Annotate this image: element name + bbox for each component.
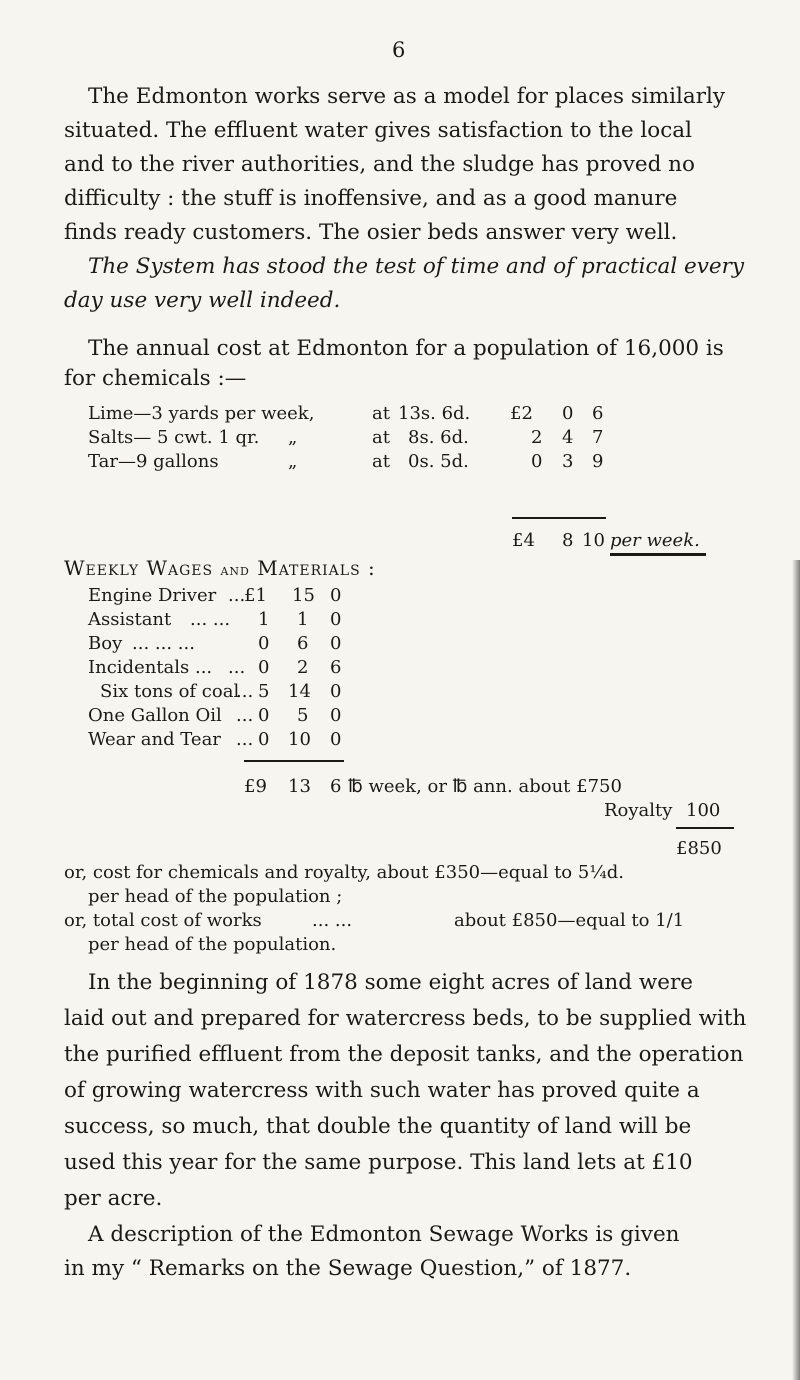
royalty-value: 100: [686, 800, 721, 821]
wage-row-3-item: Boy: [88, 633, 123, 654]
chem-row-1-pence: 6: [592, 403, 604, 424]
wage-row-5-shillings: 14: [288, 681, 311, 702]
intro-italic-line-2: day use very well indeed.: [64, 288, 341, 313]
chem-row-3-ditto: „: [288, 451, 298, 472]
watercress-line-6: used this year for the same purpose. This land lets at £10: [64, 1150, 693, 1175]
chem-row-2-shillings: 4: [562, 427, 574, 448]
wage-row-1-shillings: 15: [292, 585, 315, 606]
wage-row-4-pounds: 0: [258, 657, 270, 678]
chem-row-2-pounds: 2: [531, 427, 543, 448]
wage-row-7-pounds: 0: [258, 729, 270, 750]
wage-row-6-pounds: 0: [258, 705, 270, 726]
wages-total-pounds: £9: [244, 776, 267, 797]
page-edge-shadow: [792, 560, 800, 1380]
wage-row-3-pence: 0: [330, 633, 342, 654]
wage-row-4-pence: 6: [330, 657, 342, 678]
intro-line-4: difficulty : the stuff is inoffensive, and as a good manure: [64, 186, 678, 211]
chem-row-2-ditto: „: [288, 427, 298, 448]
wage-row-3-shillings: 6: [297, 633, 309, 654]
watercress-line-2: laid out and prepared for watercress beds, to be supplied with: [64, 1006, 747, 1031]
summary-line-1: or, cost for chemicals and royalty, about £350—equal to 5¼d.: [64, 862, 625, 883]
chem-row-3-rate-prefix: at: [372, 451, 390, 472]
wage-row-7-shillings: 10: [288, 729, 311, 750]
intro-italic-line-1: The System has stood the test of time and of practical every: [88, 254, 745, 279]
watercress-line-7: per acre.: [64, 1186, 163, 1211]
wage-row-1-pounds: £1: [244, 585, 267, 606]
wages-heading: [64, 556, 376, 580]
wage-row-1-item: Engine Driver: [88, 585, 217, 606]
chem-total-pence: 10: [582, 530, 605, 551]
annual-cost-line-1: The annual cost at Edmonton for a population of 16,000 is: [88, 336, 724, 361]
watercress-line-1: In the beginning of 1878 some eight acres of land were: [88, 970, 693, 995]
chem-row-2-pence: 7: [592, 427, 604, 448]
summary-line-3-dots: ... ...: [312, 910, 353, 931]
chem-total-note: per week.: [610, 530, 700, 551]
wages-total-note: ℔ week, or ℔ ann. about £750: [348, 776, 622, 797]
annual-cost-line-2: for chemicals :—: [64, 366, 247, 391]
watercress-line-5: success, so much, that double the quantity of land will be: [64, 1114, 692, 1139]
chem-total-shillings: 8: [562, 530, 574, 551]
intro-line-5: finds ready customers. The osier beds answer very well.: [64, 220, 678, 245]
wage-row-2-pounds: 1: [258, 609, 270, 630]
wage-row-5-item: Six tons of coal: [100, 681, 240, 702]
chem-row-3-pounds: 0: [531, 451, 543, 472]
wage-row-6-shillings: 5: [297, 705, 309, 726]
summary-line-3b: about £850—equal to 1/1: [454, 910, 685, 931]
wages-total-pence: 6: [330, 776, 342, 797]
closing-line-2: in my “ Remarks on the Sewage Question,” of 1877.: [64, 1256, 632, 1281]
intro-line-3: and to the river authorities, and the sludge has proved no: [64, 152, 695, 177]
summary-line-4: per head of the population.: [88, 934, 337, 955]
wage-row-7-pence: 0: [330, 729, 342, 750]
wages-sum-rule: [244, 760, 344, 762]
wages-heading-part-2: and: [220, 561, 250, 579]
wage-row-1-pence: 0: [330, 585, 342, 606]
royalty-sum-rule: [676, 827, 734, 829]
intro-line-1: The Edmonton works serve as a model for places similarly: [88, 84, 726, 109]
wage-row-3-dots: ... ... ...: [132, 633, 195, 654]
per-week-underline: [610, 553, 706, 556]
chem-row-2-item: Salts— 5 cwt. 1 qr.: [88, 427, 260, 448]
chem-row-3-rate: 0s. 5d.: [408, 451, 469, 472]
chem-row-2-rate-prefix: at: [372, 427, 390, 448]
wage-row-3-pounds: 0: [258, 633, 270, 654]
summary-line-2: per head of the population ;: [88, 886, 343, 907]
wages-heading-part-3: Materials :: [257, 556, 376, 580]
chem-row-1-rate: 13s. 6d.: [398, 403, 471, 424]
wage-row-4-item: Incidentals ...: [88, 657, 213, 678]
wage-row-2-shillings: 1: [297, 609, 309, 630]
chem-row-3-shillings: 3: [562, 451, 574, 472]
closing-line-1: A description of the Edmonton Sewage Works is given: [88, 1222, 680, 1247]
chem-total-pounds: £4: [512, 530, 535, 551]
grand-total: £850: [676, 838, 722, 859]
royalty-label: Royalty: [604, 800, 673, 821]
wage-row-4-dots: ...: [228, 657, 246, 678]
wage-row-2-pence: 0: [330, 609, 342, 630]
intro-line-2: situated. The effluent water gives satisfaction to the local: [64, 118, 692, 143]
wage-row-2-item: Assistant: [88, 609, 172, 630]
chem-row-3-item: Tar—9 gallons: [88, 451, 219, 472]
wage-row-6-dots: ...: [236, 705, 254, 726]
chem-row-1-rate-prefix: at: [372, 403, 390, 424]
summary-line-3a: or, total cost of works: [64, 910, 262, 931]
chem-row-1-pounds: £2: [510, 403, 533, 424]
watercress-line-3: the purified effluent from the deposit tanks, and the operation: [64, 1042, 744, 1067]
wage-row-6-item: One Gallon Oil: [88, 705, 222, 726]
chemicals-sum-rule: [512, 517, 606, 519]
wage-row-5-pounds: 5: [258, 681, 270, 702]
wage-row-5-dots: ...: [236, 681, 254, 702]
chem-row-1-shillings: 0: [562, 403, 574, 424]
chem-row-1-item: Lime—3 yards per week,: [88, 403, 315, 424]
wage-row-2-dots: ... ...: [190, 609, 231, 630]
wages-total-shillings: 13: [288, 776, 311, 797]
wages-heading-part-1: Weekly Wages: [64, 556, 214, 580]
wage-row-1-dots: ...: [228, 585, 246, 606]
wage-row-6-pence: 0: [330, 705, 342, 726]
wage-row-5-pence: 0: [330, 681, 342, 702]
chem-row-2-rate: 8s. 6d.: [408, 427, 469, 448]
page-number: 6: [392, 38, 406, 62]
wage-row-4-shillings: 2: [297, 657, 309, 678]
watercress-line-4: of growing watercress with such water has proved quite a: [64, 1078, 700, 1103]
wage-row-7-item: Wear and Tear: [88, 729, 221, 750]
wage-row-7-dots: ...: [236, 729, 254, 750]
chem-row-3-pence: 9: [592, 451, 604, 472]
